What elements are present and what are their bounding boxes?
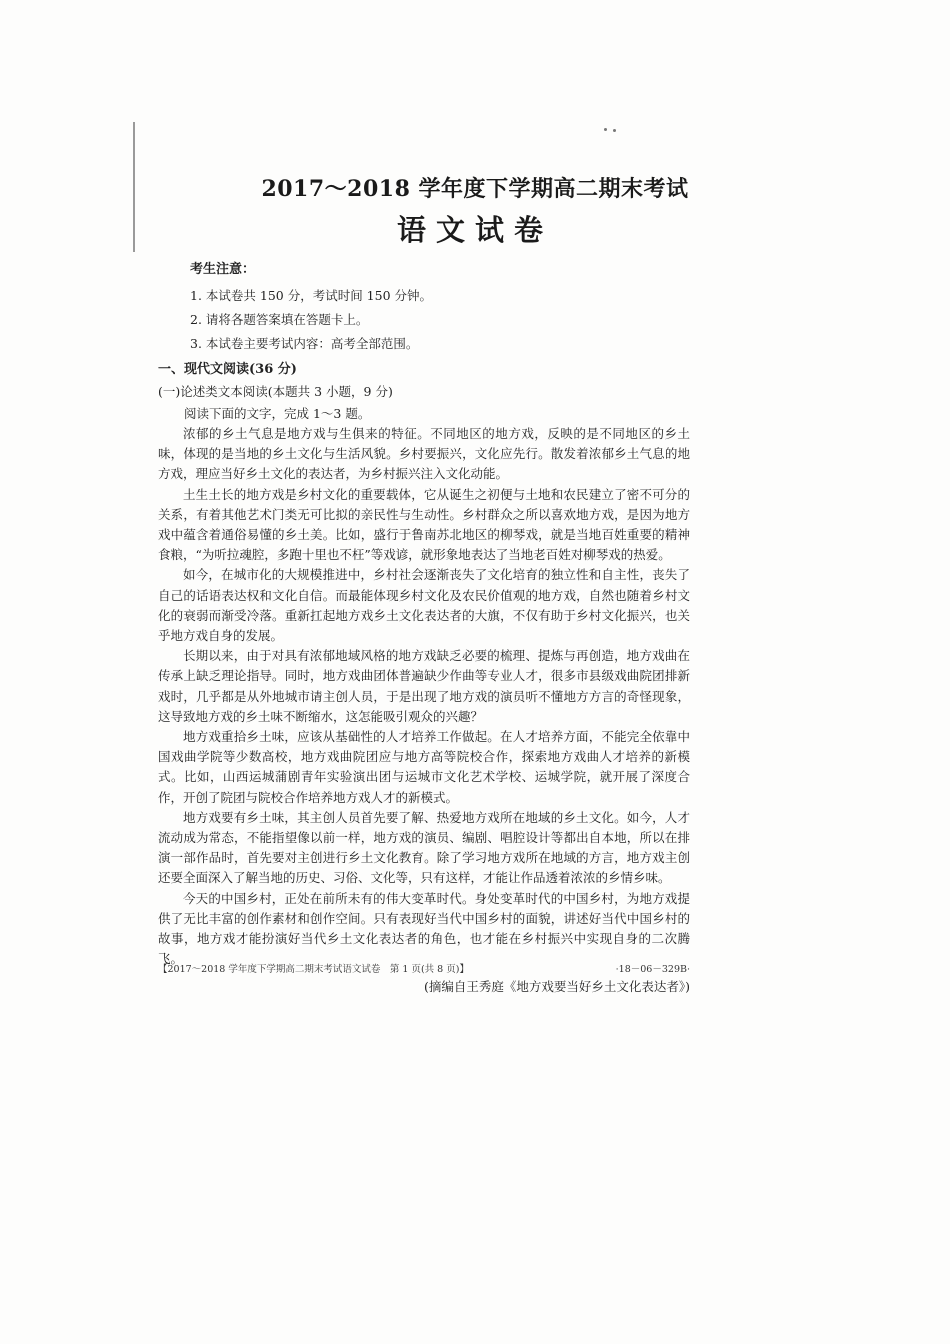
passage-paragraph: 浓郁的乡土气息是地方戏与生俱来的特征。不同地区的地方戏，反映的是不同地区的乡土味，体现的是当地的乡土文化与生活风貌。乡村要振兴，文化应先行。散发着浓郁乡土气息的地方戏，理应当好乡土文化的表达者，为乡村振兴注入文化动能。 [158,426,690,482]
exam-subject-title: 语文试卷 [396,213,553,247]
scan-speck [604,128,607,131]
page-footer [158,961,690,975]
passage-paragraph: 土生土长的地方戏是乡村文化的重要载体，它从诞生之初便与土地和农民建立了密不可分的关系，有着其他艺术门类无可比拟的亲民性与生动性。乡村群众之所以喜欢地方戏，是因为地方戏中蕴含着通俗易懂的乡土美。比如，盛行于鲁南苏北地区的柳琴戏，就是当地百姓重要的精神食粮，“为听拉魂腔，多跑十里也不枉”等戏谚，就形象地表达了当地老百姓对柳琴戏的热爱。 [158,486,690,563]
notice-heading: 考生注意： [190,262,256,277]
source-citation: (摘编自王秀庭《地方戏要当好乡土文化表达者》) [423,979,690,995]
passage-paragraph: 地方戏重拾乡土味，应该从基础性的人才培养工作做起。在人才培养方面，不能完全依靠中国戏曲学院等少数高校，地方戏曲院团应与地方高等院校合作，探索地方戏曲人才培养的新模式。比如，山西运城蒲剧青年实验演出团与运城市文化艺术学校、运城学院，就开展了深度合作，开创了院团与院校合作培养地方戏人才的新模式。 [158,729,690,805]
notice-item: 3. 本试卷主要考试内容：高考全部范围。 [190,336,419,351]
subsection-heading: (一)论述类文本阅读(本题共 3 小题，9 分) [158,384,393,399]
notice-item: 2. 请将各题答案填在答题卡上。 [190,312,369,327]
passage-paragraph: 如今，在城市化的大规模推进中，乡村社会逐渐丧失了文化培育的独立性和自主性，丧失了自己的话语表达权和文化自信。而最能体现乡村文化及农民价值观的地方戏，自然也随着乡村文化的衰弱而渐受冷落。重新扛起地方戏乡土文化表达者的大旗，不仅有助于乡村文化振兴，也关乎地方戏自身的发展。 [158,567,690,644]
footer-page-info: 【2017～2018 学年度下学期高二期末考试语文试卷 第 1 页(共 8 页)】 [158,964,469,975]
notice-item: 1. 本试卷共 150 分，考试时间 150 分钟。 [190,288,433,303]
exam-title: 2017～2018 学年度下学期高二期末考试 [261,176,689,202]
reading-section [158,358,690,995]
reading-instruction: 阅读下面的文字，完成 1～3 题。 [184,406,371,421]
section-heading: 一、现代文阅读(36 分) [158,362,297,377]
passage-paragraph: 地方戏要有乡土味，其主创人员首先要了解、热爱地方戏所在地域的乡土文化。如今，人才流动成为常态，不能指望像以前一样，地方戏的演员、编剧、唱腔设计等都出自本地，所以在排演一部作品时，首先要对主创进行乡土文化教育。除了学习地方戏所在地域的方言，地方戏主创还要全面深入了解当地的历史、习俗、文化等，只有这样，才能让作品透着浓浓的乡情乡味。 [158,809,690,886]
candidate-notice [190,258,650,358]
scan-speck [613,129,616,132]
footer-code: ·18－06－329B· [615,964,690,975]
passage-paragraph: 长期以来，由于对具有浓郁地域风格的地方戏缺乏必要的梳理、提炼与再创造，地方戏曲在传承上缺乏理论指导。同时，地方戏曲团体普遍缺少作曲等专业人才，很多市县级戏曲院团排新戏时，几乎都是从外地城市请主创人员，于是出现了地方戏的演员听不懂地方方言的奇怪现象，这导致地方戏的乡土味不断缩水，这怎能吸引观众的兴趣？ [158,648,690,724]
passage-paragraph: 今天的中国乡村，正处在前所未有的伟大变革时代。身处变革时代的中国乡村，为地方戏提供了无比丰富的创作素材和创作空间。只有表现好当代中国乡村的面貌，讲述好当代中国乡村的故事，地方戏才能扮演好当代乡土文化表达者的角色，也才能在乡村振兴中实现自身的二次腾飞。 [158,890,690,967]
